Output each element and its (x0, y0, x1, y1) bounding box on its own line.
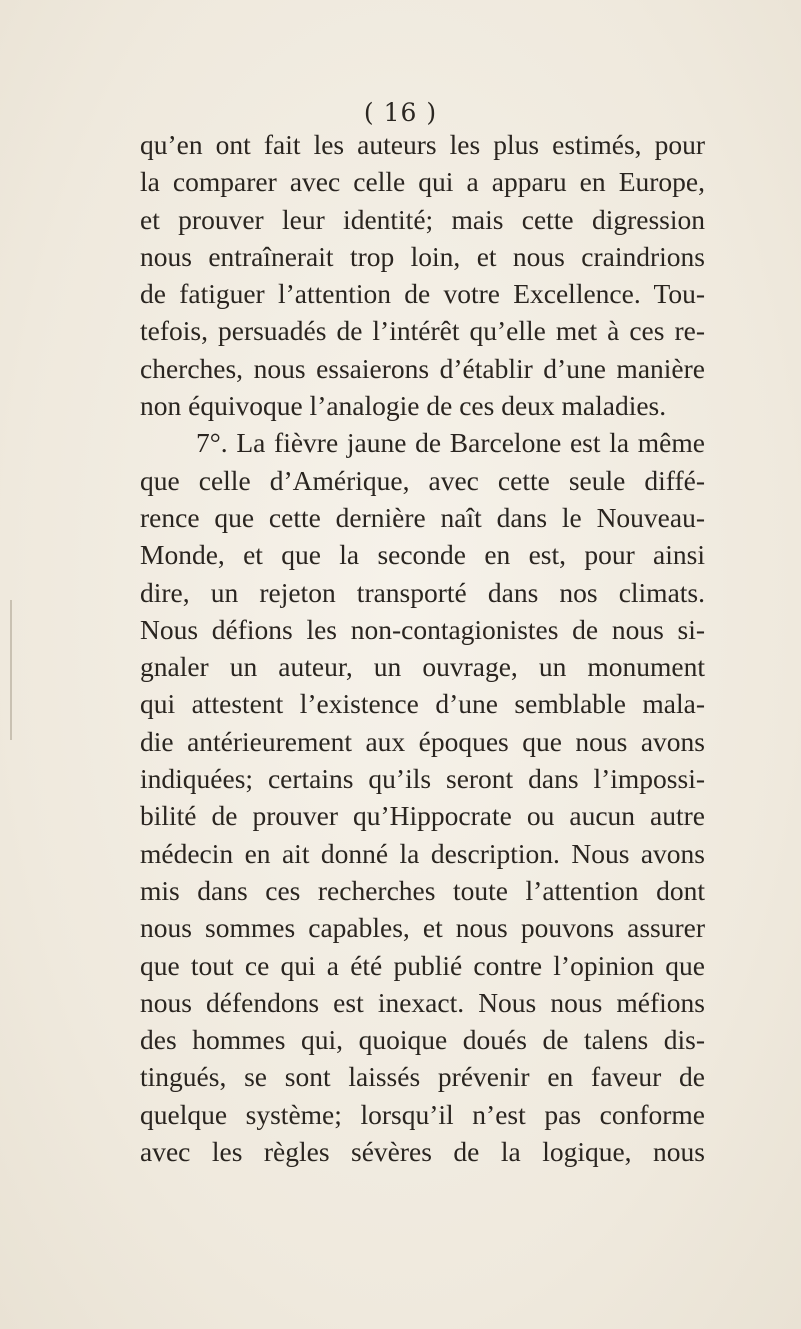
text-line: tefois, persuadés de l’intérêt qu’elle met à ces re- (140, 315, 705, 347)
text-line: bilité de prouver qu’Hippocrate ou aucun autre (140, 800, 705, 832)
text-line: que tout ce qui a été publié contre l’opinion que (140, 949, 705, 981)
text-line: gnaler un auteur, un ouvrage, un monument (140, 651, 705, 683)
text-line: Monde, et que la seconde en est, pour ainsi (140, 539, 705, 571)
text-line: nous défendons est inexact. Nous nous méfions (140, 986, 705, 1018)
text-line: que celle d’Amérique, avec cette seule diffé- (140, 464, 705, 496)
text-line: avec les règles sévères de la logique, nous (140, 1136, 705, 1168)
text-line: et prouver leur identité; mais cette digression (140, 203, 705, 235)
text-line: rence que cette dernière naît dans le Nouveau- (140, 501, 705, 533)
text-line: des hommes qui, quoique doués de talens dis- (140, 1024, 705, 1056)
margin-mark (10, 600, 12, 740)
text-line: dire, un rejeton transporté dans nos climats. (140, 576, 705, 608)
text-line: nous entraînerait trop loin, et nous craindrions (140, 240, 705, 272)
text-line: non équivoque l’analogie de ces deux maladies. (140, 390, 667, 422)
text-line: qu’en ont fait les auteurs les plus estimés, pour (140, 129, 705, 160)
text-line: Nous défions les non-contagionistes de nous si- (140, 613, 705, 645)
text-line: nous sommes capables, et nous pouvons assurer (140, 912, 705, 944)
text-line: tingués, se sont laissés prévenir en faveur de (140, 1061, 705, 1093)
body-text (140, 126, 705, 1170)
text-line: médecin en ait donné la description. Nous avons (140, 837, 705, 869)
text-line: qui attestent l’existence d’une semblable mala- (140, 688, 705, 720)
text-line: indiquées; certains qu’ils seront dans l’impossi- (140, 763, 705, 795)
text-line: quelque système; lorsqu’il n’est pas conforme (140, 1098, 705, 1130)
text-line: de fatiguer l’attention de votre Excellence. Tou- (140, 278, 705, 310)
text-line: 7°. La fièvre jaune de Barcelone est la même (196, 427, 705, 459)
text-line: mis dans ces recherches toute l’attention dont (140, 874, 705, 906)
text-line: cherches, nous essaierons d’établir d’une manière (140, 352, 705, 384)
page-number: ( 16 ) (363, 98, 438, 127)
text-line: la comparer avec celle qui a apparu en Europe, (140, 166, 705, 198)
text-line: die antérieurement aux époques que nous avons (140, 725, 705, 757)
